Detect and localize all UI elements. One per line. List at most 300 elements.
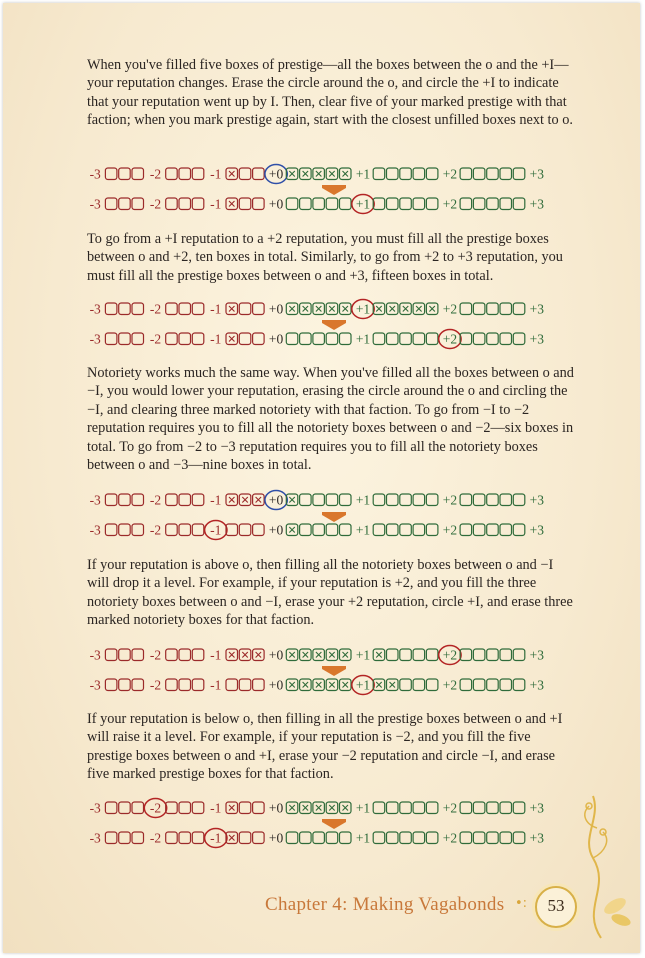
check-mark-icon bbox=[303, 805, 309, 811]
empty-box bbox=[513, 524, 525, 536]
track-label: -2 bbox=[149, 647, 162, 663]
empty-box bbox=[460, 679, 472, 691]
empty-box bbox=[460, 802, 472, 814]
track-label: +1 bbox=[355, 800, 371, 816]
empty-box bbox=[119, 679, 131, 691]
track-label: +0 bbox=[268, 830, 284, 846]
empty-box bbox=[253, 524, 265, 536]
empty-box bbox=[387, 333, 399, 345]
empty-box bbox=[413, 168, 425, 180]
track-label: +3 bbox=[529, 522, 544, 538]
track-label: -3 bbox=[89, 196, 101, 212]
empty-box bbox=[179, 649, 191, 661]
reputation-track-svg bbox=[87, 644, 587, 666]
track-label: -3 bbox=[89, 492, 101, 508]
track-label: +0 bbox=[268, 196, 284, 212]
empty-box bbox=[400, 168, 412, 180]
empty-box bbox=[192, 649, 204, 661]
check-mark-icon bbox=[289, 682, 295, 688]
reputation-track bbox=[87, 489, 587, 511]
track-label: -3 bbox=[89, 166, 101, 182]
reputation-track-svg bbox=[87, 193, 587, 215]
check-mark-icon bbox=[229, 805, 235, 811]
empty-box bbox=[473, 524, 485, 536]
empty-box bbox=[105, 649, 117, 661]
empty-box bbox=[179, 802, 191, 814]
track-label: +2 bbox=[442, 166, 458, 182]
empty-box bbox=[239, 168, 251, 180]
empty-box bbox=[340, 524, 352, 536]
empty-box bbox=[460, 303, 472, 315]
empty-box bbox=[340, 198, 352, 210]
check-mark-icon bbox=[376, 306, 382, 312]
empty-box bbox=[500, 168, 512, 180]
empty-box bbox=[513, 649, 525, 661]
empty-box bbox=[239, 198, 251, 210]
page-footer bbox=[265, 886, 625, 926]
track-label: -3 bbox=[89, 647, 101, 663]
empty-box bbox=[286, 333, 298, 345]
track-label: +0 bbox=[268, 677, 284, 693]
track-label: +2 bbox=[442, 522, 458, 538]
empty-box bbox=[286, 832, 298, 844]
empty-box bbox=[413, 198, 425, 210]
track-label: +1 bbox=[355, 677, 371, 693]
reputation-track-svg bbox=[87, 298, 587, 320]
empty-box bbox=[400, 333, 412, 345]
empty-box bbox=[179, 303, 191, 315]
track-label: +2 bbox=[442, 196, 458, 212]
empty-box bbox=[426, 679, 438, 691]
check-mark-icon bbox=[256, 652, 262, 658]
track-label: -3 bbox=[89, 331, 101, 347]
empty-box bbox=[105, 802, 117, 814]
track-label: +0 bbox=[268, 522, 284, 538]
empty-box bbox=[473, 333, 485, 345]
empty-box bbox=[487, 494, 499, 506]
rulebook-page bbox=[3, 3, 640, 953]
track-label: +1 bbox=[355, 830, 371, 846]
empty-box bbox=[166, 168, 178, 180]
check-mark-icon bbox=[229, 652, 235, 658]
reputation-track bbox=[87, 644, 587, 666]
empty-box bbox=[487, 649, 499, 661]
empty-box bbox=[473, 198, 485, 210]
empty-box bbox=[500, 333, 512, 345]
empty-box bbox=[373, 168, 385, 180]
empty-box bbox=[105, 333, 117, 345]
empty-box bbox=[300, 333, 312, 345]
empty-box bbox=[286, 198, 298, 210]
empty-box bbox=[132, 649, 144, 661]
empty-box bbox=[192, 303, 204, 315]
empty-box bbox=[473, 802, 485, 814]
check-mark-icon bbox=[329, 805, 335, 811]
check-mark-icon bbox=[329, 682, 335, 688]
check-mark-icon bbox=[316, 682, 322, 688]
track-label: +0 bbox=[268, 647, 284, 663]
empty-box bbox=[473, 494, 485, 506]
empty-box bbox=[179, 524, 191, 536]
empty-box bbox=[119, 832, 131, 844]
empty-box bbox=[460, 524, 472, 536]
empty-box bbox=[326, 198, 338, 210]
reputation-track-svg bbox=[87, 797, 587, 819]
check-mark-icon bbox=[416, 306, 422, 312]
reputation-track-svg bbox=[87, 827, 587, 849]
empty-box bbox=[340, 494, 352, 506]
empty-box bbox=[387, 168, 399, 180]
track-label: -2 bbox=[149, 492, 162, 508]
track-label: -2 bbox=[149, 166, 162, 182]
track-label: +2 bbox=[442, 647, 458, 663]
empty-box bbox=[326, 333, 338, 345]
empty-box bbox=[413, 649, 425, 661]
track-label: +0 bbox=[268, 331, 284, 347]
track-label: -1 bbox=[210, 492, 222, 508]
empty-box bbox=[132, 303, 144, 315]
empty-box bbox=[105, 679, 117, 691]
empty-box bbox=[253, 168, 265, 180]
empty-box bbox=[300, 524, 312, 536]
track-label: +3 bbox=[529, 331, 544, 347]
empty-box bbox=[326, 832, 338, 844]
empty-box bbox=[400, 649, 412, 661]
track-label: -3 bbox=[89, 301, 101, 317]
empty-box bbox=[105, 168, 117, 180]
track-label: -1 bbox=[210, 166, 222, 182]
empty-box bbox=[179, 832, 191, 844]
empty-box bbox=[119, 524, 131, 536]
check-mark-icon bbox=[403, 306, 409, 312]
empty-box bbox=[513, 494, 525, 506]
check-mark-icon bbox=[376, 682, 382, 688]
empty-box bbox=[513, 802, 525, 814]
empty-box bbox=[387, 832, 399, 844]
empty-box bbox=[132, 333, 144, 345]
empty-box bbox=[413, 333, 425, 345]
page-number-badge bbox=[535, 886, 577, 928]
track-label: +3 bbox=[529, 196, 544, 212]
empty-box bbox=[326, 494, 338, 506]
empty-box bbox=[413, 832, 425, 844]
check-mark-icon bbox=[303, 652, 309, 658]
check-mark-icon bbox=[390, 306, 396, 312]
track-label: -1 bbox=[210, 301, 222, 317]
empty-box bbox=[513, 198, 525, 210]
empty-box bbox=[253, 802, 265, 814]
paragraph-prestige-up: When you've filled five boxes of prestige—all the boxes between the o and the +I—your reputation changes. Erase the circle around the o, and circle the +I to indicate that your reputation went up by I. Then, clear five of your marked prestige with that faction; when you mark prestige again, start with the closest unfilled boxes next to o. bbox=[87, 57, 573, 129]
check-mark-icon bbox=[289, 527, 295, 533]
track-label: -2 bbox=[149, 196, 162, 212]
track-label: -3 bbox=[89, 522, 101, 538]
track-label: +1 bbox=[355, 196, 371, 212]
empty-box bbox=[132, 832, 144, 844]
empty-box bbox=[192, 524, 204, 536]
track-label: -3 bbox=[89, 830, 101, 846]
empty-box bbox=[239, 333, 251, 345]
empty-box bbox=[513, 832, 525, 844]
paragraph-prestige-levels: To go from a +I reputation to a +2 reputation, you must fill all the prestige boxes between o and +2, ten boxes in total. Similarly, to go from +2 to +3 reputation, you must fill all the prestige boxes between o and +3, fifteen boxes in total. bbox=[87, 231, 563, 284]
track-label: +3 bbox=[529, 166, 544, 182]
track-label: +3 bbox=[529, 800, 544, 816]
check-mark-icon bbox=[343, 306, 349, 312]
empty-box bbox=[192, 168, 204, 180]
track-label: -2 bbox=[149, 677, 162, 693]
track-label: -2 bbox=[149, 830, 162, 846]
track-label: -1 bbox=[210, 800, 222, 816]
empty-box bbox=[500, 649, 512, 661]
empty-box bbox=[192, 198, 204, 210]
check-mark-icon bbox=[316, 306, 322, 312]
empty-box bbox=[373, 802, 385, 814]
track-label: +0 bbox=[268, 166, 284, 182]
track-label: +1 bbox=[355, 492, 371, 508]
empty-box bbox=[119, 802, 131, 814]
check-mark-icon bbox=[303, 306, 309, 312]
reputation-track-svg bbox=[87, 489, 587, 511]
reputation-track bbox=[87, 328, 587, 350]
check-mark-icon bbox=[242, 652, 248, 658]
empty-box bbox=[105, 198, 117, 210]
empty-box bbox=[300, 832, 312, 844]
empty-box bbox=[132, 524, 144, 536]
empty-box bbox=[373, 494, 385, 506]
track-label: +2 bbox=[442, 677, 458, 693]
track-label: +0 bbox=[268, 800, 284, 816]
empty-box bbox=[373, 333, 385, 345]
empty-box bbox=[253, 333, 265, 345]
empty-box bbox=[500, 303, 512, 315]
empty-box bbox=[192, 679, 204, 691]
empty-box bbox=[460, 168, 472, 180]
check-mark-icon bbox=[329, 171, 335, 177]
empty-box bbox=[119, 168, 131, 180]
empty-box bbox=[487, 524, 499, 536]
track-label: +1 bbox=[355, 522, 371, 538]
empty-box bbox=[513, 679, 525, 691]
check-mark-icon bbox=[229, 201, 235, 207]
check-mark-icon bbox=[343, 682, 349, 688]
empty-box bbox=[373, 524, 385, 536]
page-number: 53 bbox=[547, 896, 565, 915]
reputation-track-svg bbox=[87, 519, 587, 541]
empty-box bbox=[387, 802, 399, 814]
track-label: -3 bbox=[89, 800, 101, 816]
empty-box bbox=[513, 168, 525, 180]
empty-box bbox=[119, 333, 131, 345]
empty-box bbox=[253, 303, 265, 315]
empty-box bbox=[166, 303, 178, 315]
empty-box bbox=[192, 832, 204, 844]
empty-box bbox=[413, 494, 425, 506]
empty-box bbox=[179, 494, 191, 506]
track-label: +2 bbox=[442, 800, 458, 816]
empty-box bbox=[179, 333, 191, 345]
track-label: +0 bbox=[268, 492, 284, 508]
check-mark-icon bbox=[289, 805, 295, 811]
track-label: +1 bbox=[355, 647, 371, 663]
reputation-track bbox=[87, 519, 587, 541]
reputation-track bbox=[87, 193, 587, 215]
empty-box bbox=[313, 333, 325, 345]
empty-box bbox=[513, 303, 525, 315]
track-label: +1 bbox=[355, 331, 371, 347]
empty-box bbox=[426, 168, 438, 180]
check-mark-icon bbox=[316, 652, 322, 658]
empty-box bbox=[413, 802, 425, 814]
empty-box bbox=[400, 524, 412, 536]
empty-box bbox=[340, 333, 352, 345]
reputation-track bbox=[87, 797, 587, 819]
empty-box bbox=[239, 832, 251, 844]
empty-box bbox=[473, 832, 485, 844]
empty-box bbox=[253, 198, 265, 210]
empty-box bbox=[473, 679, 485, 691]
reputation-track-svg bbox=[87, 163, 587, 185]
empty-box bbox=[487, 832, 499, 844]
check-mark-icon bbox=[316, 171, 322, 177]
empty-box bbox=[166, 494, 178, 506]
check-mark-icon bbox=[329, 306, 335, 312]
empty-box bbox=[387, 524, 399, 536]
check-mark-icon bbox=[429, 306, 435, 312]
track-label: +3 bbox=[529, 647, 544, 663]
empty-box bbox=[460, 832, 472, 844]
empty-box bbox=[513, 333, 525, 345]
check-mark-icon bbox=[289, 171, 295, 177]
empty-box bbox=[487, 802, 499, 814]
check-mark-icon bbox=[303, 682, 309, 688]
track-label: -1 bbox=[210, 196, 222, 212]
empty-box bbox=[166, 649, 178, 661]
empty-box bbox=[239, 524, 251, 536]
empty-box bbox=[105, 832, 117, 844]
check-mark-icon bbox=[343, 652, 349, 658]
empty-box bbox=[105, 303, 117, 315]
check-mark-icon bbox=[229, 835, 235, 841]
track-label: +3 bbox=[529, 830, 544, 846]
track-label: -1 bbox=[210, 331, 222, 347]
check-mark-icon bbox=[229, 171, 235, 177]
empty-box bbox=[473, 303, 485, 315]
reputation-track-svg bbox=[87, 328, 587, 350]
empty-box bbox=[426, 333, 438, 345]
empty-box bbox=[253, 832, 265, 844]
empty-box bbox=[239, 679, 251, 691]
reputation-track bbox=[87, 827, 587, 849]
track-label: -2 bbox=[149, 301, 162, 317]
empty-box bbox=[487, 679, 499, 691]
check-mark-icon bbox=[242, 497, 248, 503]
check-mark-icon bbox=[303, 171, 309, 177]
check-mark-icon bbox=[376, 652, 382, 658]
empty-box bbox=[500, 679, 512, 691]
chapter-title: Chapter 4: Making Vagabonds bbox=[265, 894, 505, 915]
empty-box bbox=[400, 198, 412, 210]
check-mark-icon bbox=[329, 652, 335, 658]
empty-box bbox=[426, 649, 438, 661]
empty-box bbox=[132, 168, 144, 180]
empty-box bbox=[192, 333, 204, 345]
empty-box bbox=[166, 198, 178, 210]
empty-box bbox=[192, 494, 204, 506]
track-label: +2 bbox=[442, 331, 458, 347]
empty-box bbox=[226, 679, 238, 691]
empty-box bbox=[500, 198, 512, 210]
empty-box bbox=[500, 524, 512, 536]
empty-box bbox=[192, 802, 204, 814]
empty-box bbox=[426, 198, 438, 210]
empty-box bbox=[313, 832, 325, 844]
empty-box bbox=[460, 198, 472, 210]
empty-box bbox=[132, 802, 144, 814]
empty-box bbox=[166, 524, 178, 536]
empty-box bbox=[166, 333, 178, 345]
empty-box bbox=[487, 303, 499, 315]
empty-box bbox=[132, 494, 144, 506]
track-label: +3 bbox=[529, 301, 544, 317]
reputation-track bbox=[87, 674, 587, 696]
check-mark-icon bbox=[289, 497, 295, 503]
empty-box bbox=[105, 494, 117, 506]
check-mark-icon bbox=[289, 306, 295, 312]
reputation-track bbox=[87, 163, 587, 185]
empty-box bbox=[413, 679, 425, 691]
paragraph-below-zero: If your reputation is below o, then filling in all the prestige boxes between o and +I will raise it a level. For example, if your reputation is −2, and you fill the five prestige boxes between o and +I, erase your −2 reputation and circle −I, and erase five marked prestige boxes for that faction. bbox=[87, 711, 563, 783]
empty-box bbox=[119, 303, 131, 315]
empty-box bbox=[426, 494, 438, 506]
empty-box bbox=[500, 802, 512, 814]
check-mark-icon bbox=[343, 171, 349, 177]
track-label: +2 bbox=[442, 830, 458, 846]
track-label: +0 bbox=[268, 301, 284, 317]
check-mark-icon bbox=[289, 652, 295, 658]
empty-box bbox=[373, 832, 385, 844]
empty-box bbox=[326, 524, 338, 536]
check-mark-icon bbox=[316, 805, 322, 811]
track-label: -1 bbox=[210, 830, 222, 846]
empty-box bbox=[500, 494, 512, 506]
track-label: -1 bbox=[210, 677, 222, 693]
empty-box bbox=[413, 524, 425, 536]
empty-box bbox=[300, 198, 312, 210]
empty-box bbox=[426, 802, 438, 814]
track-label: -2 bbox=[149, 522, 162, 538]
empty-box bbox=[400, 679, 412, 691]
empty-box bbox=[387, 198, 399, 210]
check-mark-icon bbox=[229, 306, 235, 312]
empty-box bbox=[239, 303, 251, 315]
track-label: -2 bbox=[149, 331, 162, 347]
empty-box bbox=[300, 494, 312, 506]
track-label: -1 bbox=[210, 522, 222, 538]
empty-box bbox=[313, 494, 325, 506]
empty-box bbox=[426, 524, 438, 536]
empty-box bbox=[387, 494, 399, 506]
empty-box bbox=[487, 198, 499, 210]
empty-box bbox=[400, 832, 412, 844]
track-label: +1 bbox=[355, 301, 371, 317]
empty-box bbox=[313, 524, 325, 536]
empty-box bbox=[132, 198, 144, 210]
empty-box bbox=[132, 679, 144, 691]
track-label: -3 bbox=[89, 677, 101, 693]
empty-box bbox=[500, 832, 512, 844]
track-label: +1 bbox=[355, 166, 371, 182]
check-mark-icon bbox=[343, 805, 349, 811]
empty-box bbox=[105, 524, 117, 536]
